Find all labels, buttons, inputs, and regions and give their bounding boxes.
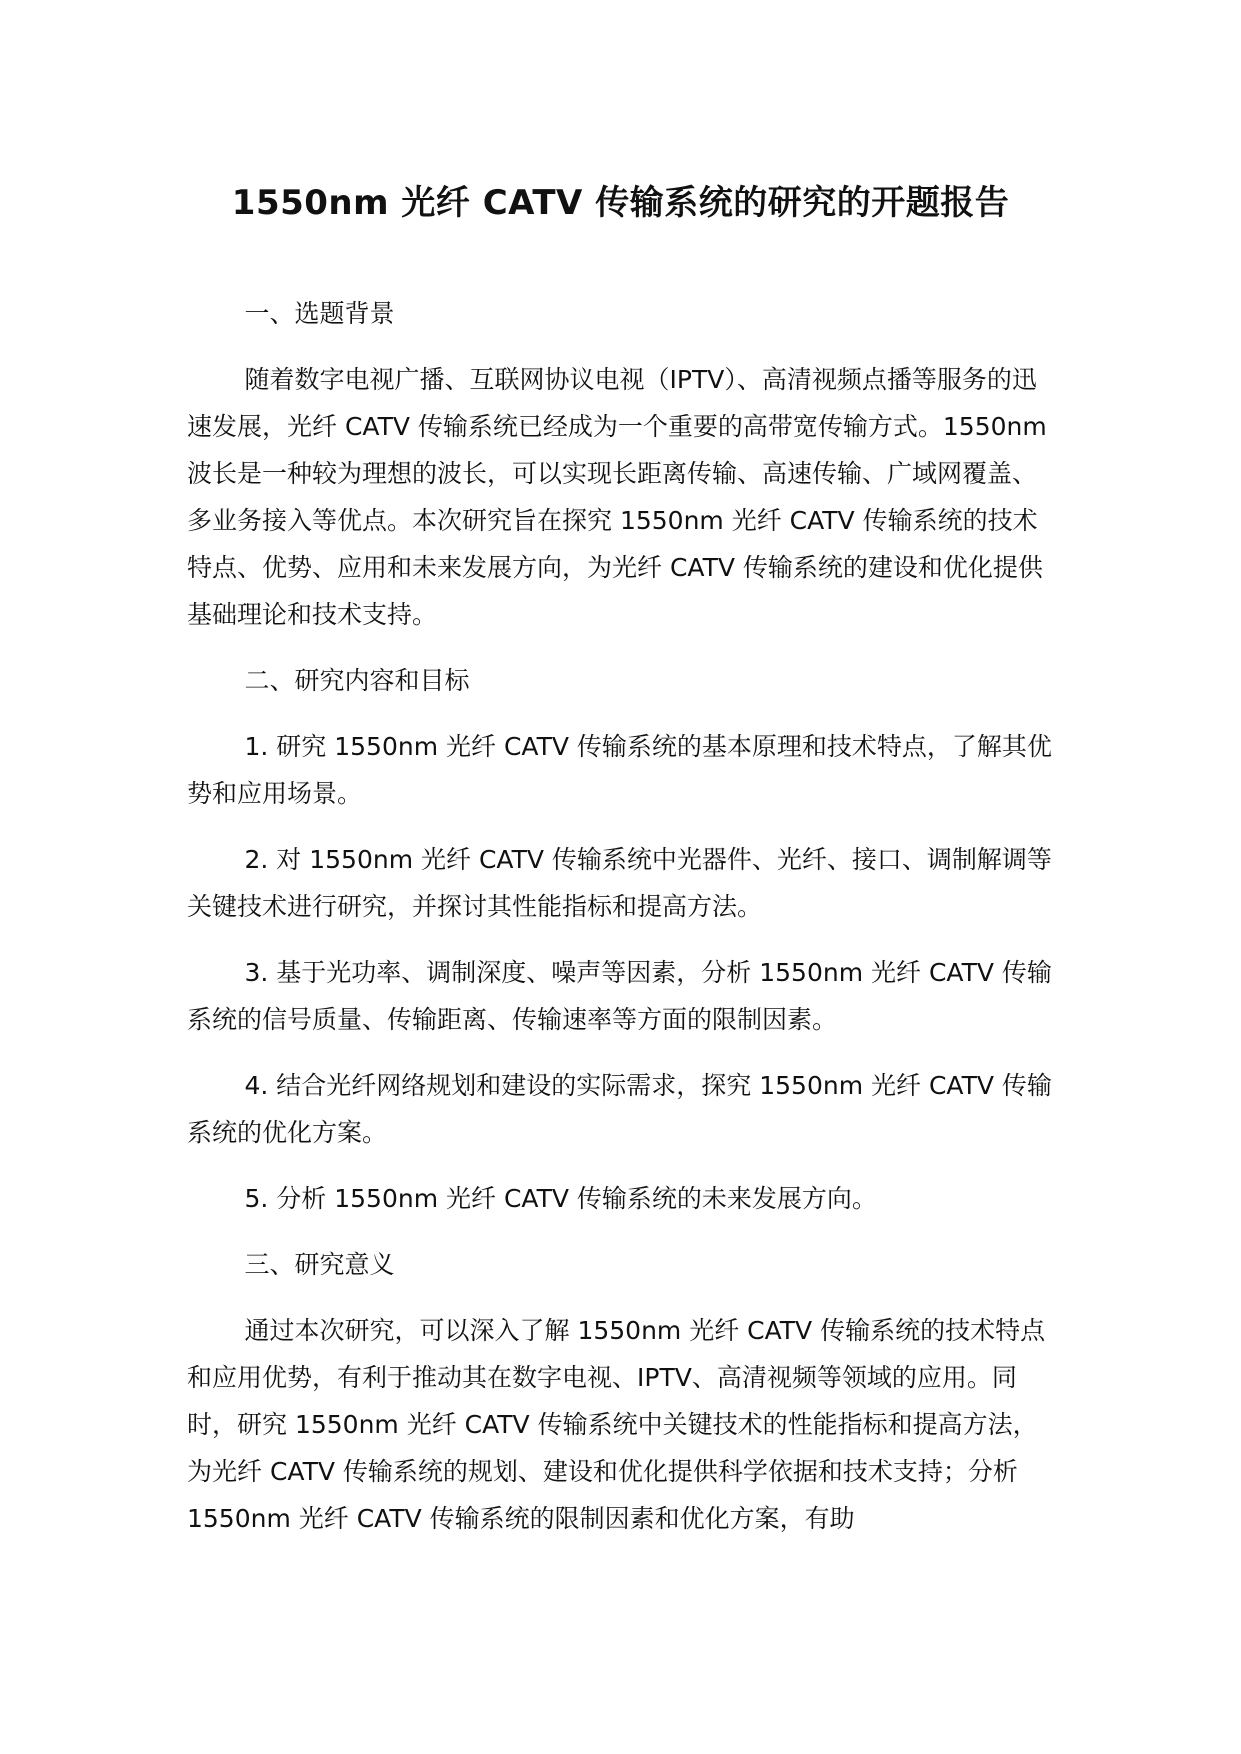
paragraph-background: 随着数字电视广播、互联网协议电视（IPTV）、高清视频点播等服务的迅速发展，光纤 CATV 传输系统已经成为一个重要的高带宽传输方式。1550nm 波长是一种较为理想的波长，可以实现长距离传输、高速传输、广域网覆盖、多业务接入等优点。本次研究旨在探究 1550nm 光纤 CATV 传输系统的技术特点、优势、应用和未来发展方向，为光纤 CATV 传输系统的建设和优化提供基础理论和技术支持。	[187, 365, 1047, 629]
section-heading-significance: 三、研究意义	[244, 1250, 395, 1279]
list-item-2: 2. 对 1550nm 光纤 CATV 传输系统中光器件、光纤、接口、调制解调等关键技术进行研究，并探讨其性能指标和提高方法。	[187, 845, 1052, 921]
section-heading-content-goals: 二、研究内容和目标	[244, 666, 470, 695]
paragraph-significance: 通过本次研究，可以深入了解 1550nm 光纤 CATV 传输系统的技术特点和应用优势，有利于推动其在数字电视、IPTV、高清视频等领域的应用。同时，研究 1550nm 光纤 CATV 传输系统中关键技术的性能指标和提高方法，为光纤 CATV 传输系统的规划、建设和优化提供科学依据和技术支持；分析 1550nm 光纤 CATV 传输系统的限制因素和优化方案，有助	[187, 1316, 1046, 1533]
list-item-3: 3. 基于光功率、调制深度、噪声等因素，分析 1550nm 光纤 CATV 传输系统的信号质量、传输距离、传输速率等方面的限制因素。	[187, 958, 1052, 1034]
document-title: 1550nm 光纤 CATV 传输系统的研究的开题报告	[231, 183, 1010, 223]
list-item-4: 4. 结合光纤网络规划和建设的实际需求，探究 1550nm 光纤 CATV 传输系统的优化方案。	[187, 1071, 1052, 1147]
list-item-1: 1. 研究 1550nm 光纤 CATV 传输系统的基本原理和技术特点，了解其优势和应用场景。	[187, 732, 1052, 808]
section-heading-background: 一、选题背景	[244, 299, 395, 328]
document-body	[187, 290, 1057, 1561]
list-item-5: 5. 分析 1550nm 光纤 CATV 传输系统的未来发展方向。	[244, 1184, 877, 1213]
